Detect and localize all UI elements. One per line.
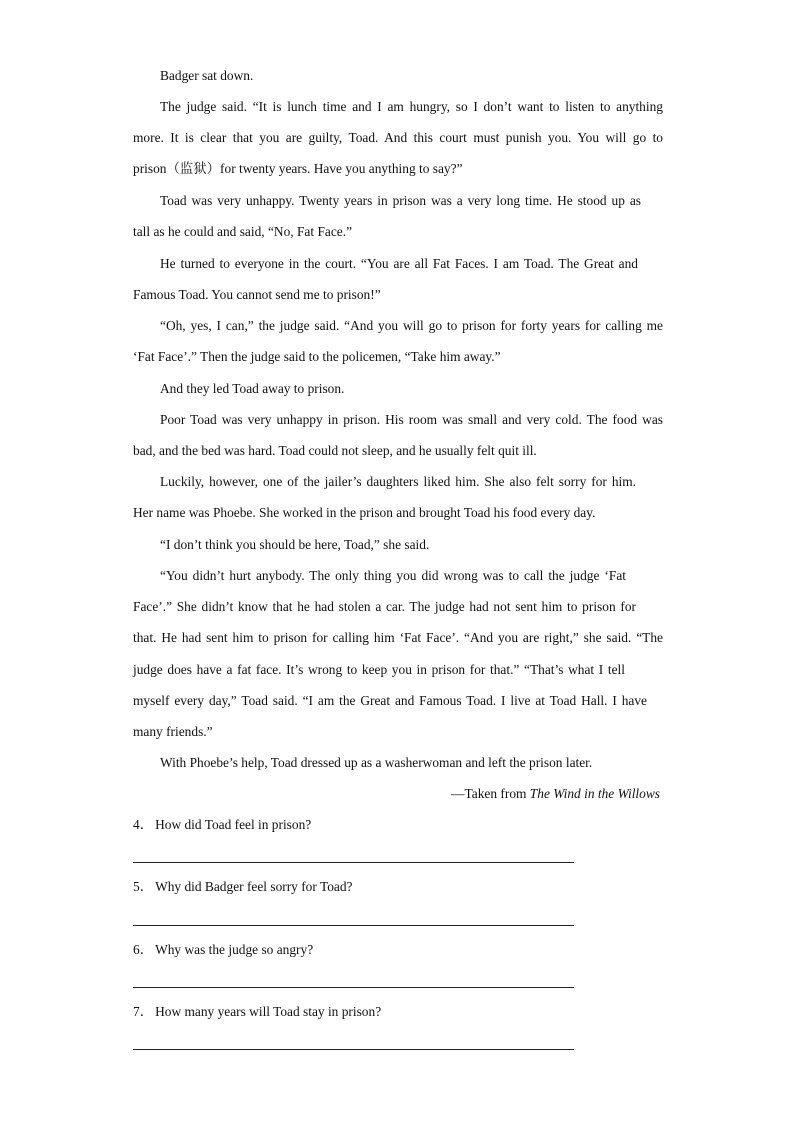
story-line: bad, and the bed was hard. Toad could not sleep, and he usually felt quit ill. <box>133 443 537 459</box>
story-paragraph <box>133 747 663 778</box>
question-item <box>133 1002 381 1022</box>
story-line: judge does have a fat face. It’s wrong to keep you in prison for that.” “That’s what I tell <box>133 661 625 677</box>
story-line: Poor Toad was very unhappy in prison. His room was small and very cold. The food was <box>160 412 663 427</box>
question-item <box>133 877 352 897</box>
story-line: ‘Fat Face’.” Then the judge said to the policemen, “Take him away.” <box>133 349 501 365</box>
question-text: Why did Badger feel sorry for Toad? <box>155 879 353 894</box>
story-line: Badger sat down. <box>160 68 254 83</box>
story-line: tall as he could and said, “No, Fat Face.” <box>133 224 353 240</box>
story-paragraph <box>133 60 663 91</box>
story-paragraph <box>133 560 663 747</box>
story-line: more. It is clear that you are guilty, Toad. And this court must punish you. You will go to <box>133 130 663 146</box>
answer-line[interactable] <box>133 925 574 926</box>
question-number: 5． <box>133 879 154 894</box>
story-paragraph <box>133 373 663 404</box>
story-line: “I don’t think you should be here, Toad,” she said. <box>160 537 430 552</box>
credit-book-title: The Wind in the Willows <box>529 786 660 801</box>
question-text: How many years will Toad stay in prison? <box>155 1004 382 1019</box>
story-paragraph <box>133 185 663 247</box>
answer-line[interactable] <box>133 862 574 863</box>
question-number: 7． <box>133 1004 154 1019</box>
story-line: prison（监狱）for twenty years. Have you anything to say?” <box>133 161 463 177</box>
story-line: “Oh, yes, I can,” the judge said. “And you will go to prison for forty years for calling me <box>160 318 663 333</box>
story-paragraph <box>133 91 663 185</box>
question-text: Why was the judge so angry? <box>155 942 314 957</box>
story-line: Luckily, however, one of the jailer’s daughters liked him. She also felt sorry for him. <box>160 474 636 489</box>
question-text: How did Toad feel in prison? <box>155 817 312 832</box>
story-paragraph <box>133 529 663 560</box>
question-number: 4． <box>133 817 154 832</box>
answer-line[interactable] <box>133 1049 574 1050</box>
question-item <box>133 940 313 960</box>
story-line: many friends.” <box>133 724 213 740</box>
story-paragraph <box>133 310 663 372</box>
question-number: 6． <box>133 942 154 957</box>
story-paragraph <box>133 466 663 528</box>
story-line: myself every day,” Toad said. “I am the Great and Famous Toad. I live at Toad Hall. I have <box>133 692 647 708</box>
story-paragraph <box>133 248 663 310</box>
story-line: Face’.” She didn’t know that he had stolen a car. The judge had not sent him to prison for <box>133 599 636 615</box>
question-item <box>133 815 311 835</box>
story-line: Toad was very unhappy. Twenty years in prison was a very long time. He stood up as <box>160 193 641 208</box>
story-line: that. He had sent him to prison for calling him ‘Fat Face’. “And you are right,” she said. “The <box>133 630 663 646</box>
answer-line[interactable] <box>133 987 574 988</box>
story-paragraph <box>133 404 663 466</box>
story-line: Her name was Phoebe. She worked in the prison and brought Toad his food every day. <box>133 505 596 521</box>
credit-prefix: —Taken from <box>451 786 530 801</box>
story-line: He turned to everyone in the court. “You are all Fat Faces. I am Toad. The Great and <box>160 256 638 271</box>
source-credit <box>451 778 660 809</box>
story-line: Famous Toad. You cannot send me to prison!” <box>133 287 381 303</box>
story-line: And they led Toad away to prison. <box>160 381 345 396</box>
story-line: “You didn’t hurt anybody. The only thing you did wrong was to call the judge ‘Fat <box>160 568 626 583</box>
story-line: The judge said. “It is lunch time and I am hungry, so I don’t want to listen to anything <box>160 99 663 114</box>
story-line: With Phoebe’s help, Toad dressed up as a washerwoman and left the prison later. <box>160 755 593 770</box>
